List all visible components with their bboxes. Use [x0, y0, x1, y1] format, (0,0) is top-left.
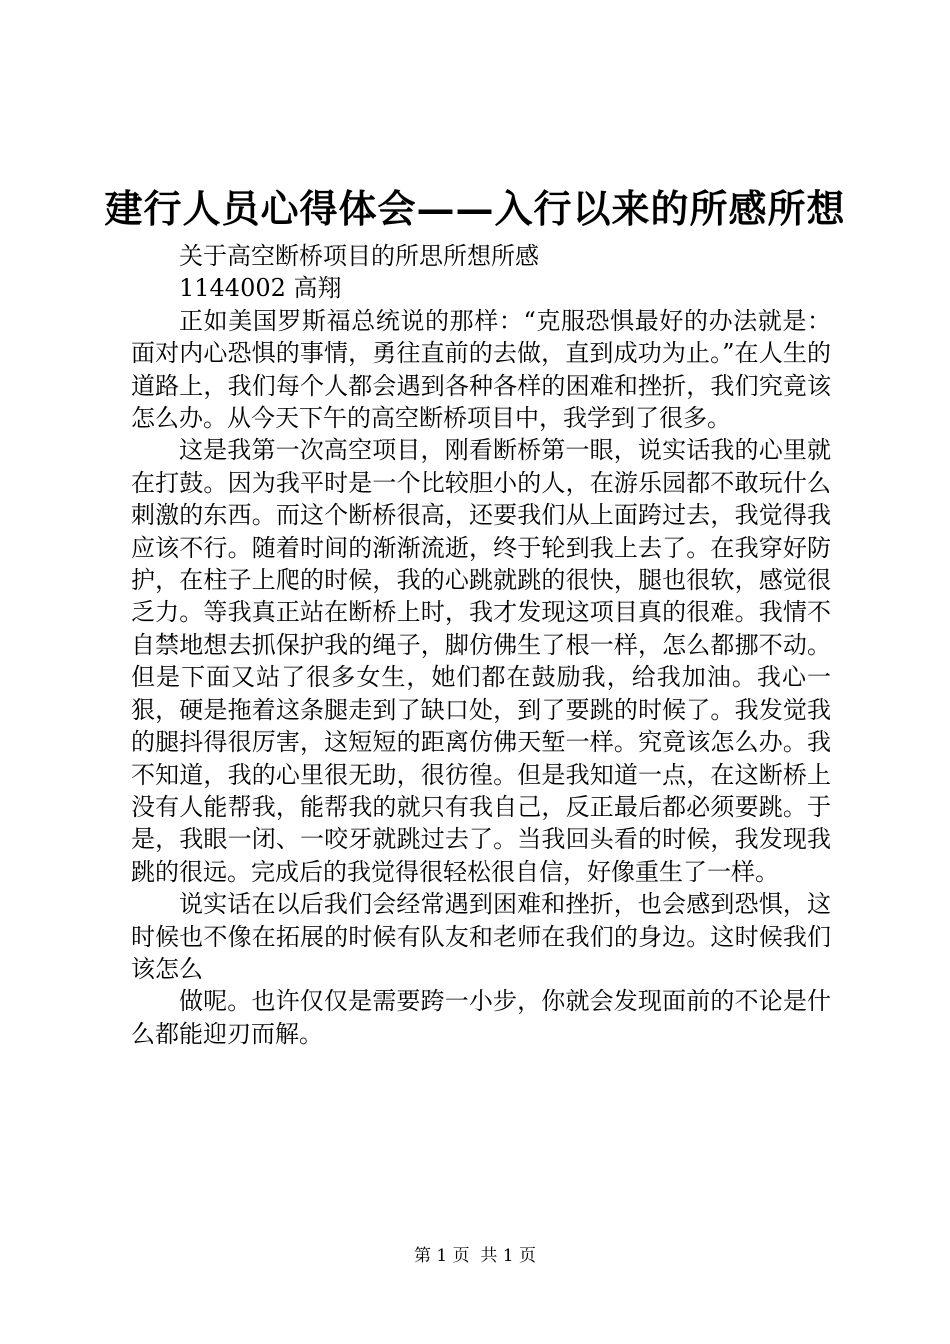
paragraph: 说实话在以后我们会经常遇到困难和挫折，也会感到恐惧，这时候也不像在拓展的时候有队友和老师在我们的身边。这时候我们该怎么 — [131, 890, 831, 983]
subtitle: 关于高空断桥项目的所思所想所感 — [179, 242, 539, 270]
paragraph: 正如美国罗斯福总统说的那样：“克服恐惧最好的办法就是：面对内心恐惧的事情，勇往直前的去做，直到成功为止。”在人生的道路上，我们每个人都会遇到各种各样的困难和挫折，我们究竟该怎么办。从今天下午的高空断桥项目中，我学到了很多。 — [131, 306, 831, 433]
author-line: 1144002 高翔 — [179, 274, 342, 303]
document-title: 建行人员心得体会——入行以来的所感所想 — [104, 186, 846, 231]
paragraph: 做呢。也许仅仅是需要跨一小步，你就会发现面前的不论是什么都能迎刃而解。 — [131, 987, 831, 1048]
page-footer: 第 1 页 共 1 页 — [413, 1246, 537, 1266]
document-body — [131, 240, 831, 1050]
paragraph: 这是我第一次高空项目，刚看断桥第一眼，说实话我的心里就在打鼓。因为我平时是一个比较胆小的人，在游乐园都不敢玩什么刺激的东西。而这个断桥很高，还要我们从上面跨过去，我觉得我应该不行。随着时间的渐渐流逝，终于轮到我上去了。在我穿好防护，在柱子上爬的时候，我的心跳就跳的很快，腿也很软，感觉很乏力。等我真正站在断桥上时，我才发现这项目真的很难。我情不自禁地想去抓保护我的绳子，脚仿佛生了根一样，怎么都挪不动。但是下面又站了很多女生，她们都在鼓励我，给我加油。我心一狠，硬是拖着这条腿走到了缺口处，到了要跳的时候了。我发觉我的腿抖得很厉害，这短短的距离仿佛天堑一样。究竟该怎么办。我不知道，我的心里很无助，很彷徨。但是我知道一点，在这断桥上没有人能帮我，能帮我的就只有我自己，反正最后都必须要跳。于是，我眼一闭、一咬牙就跳过去了。当我回头看的时候，我发现我跳的很远。完成后的我觉得很轻松很自信，好像重生了一样。 — [131, 436, 831, 886]
